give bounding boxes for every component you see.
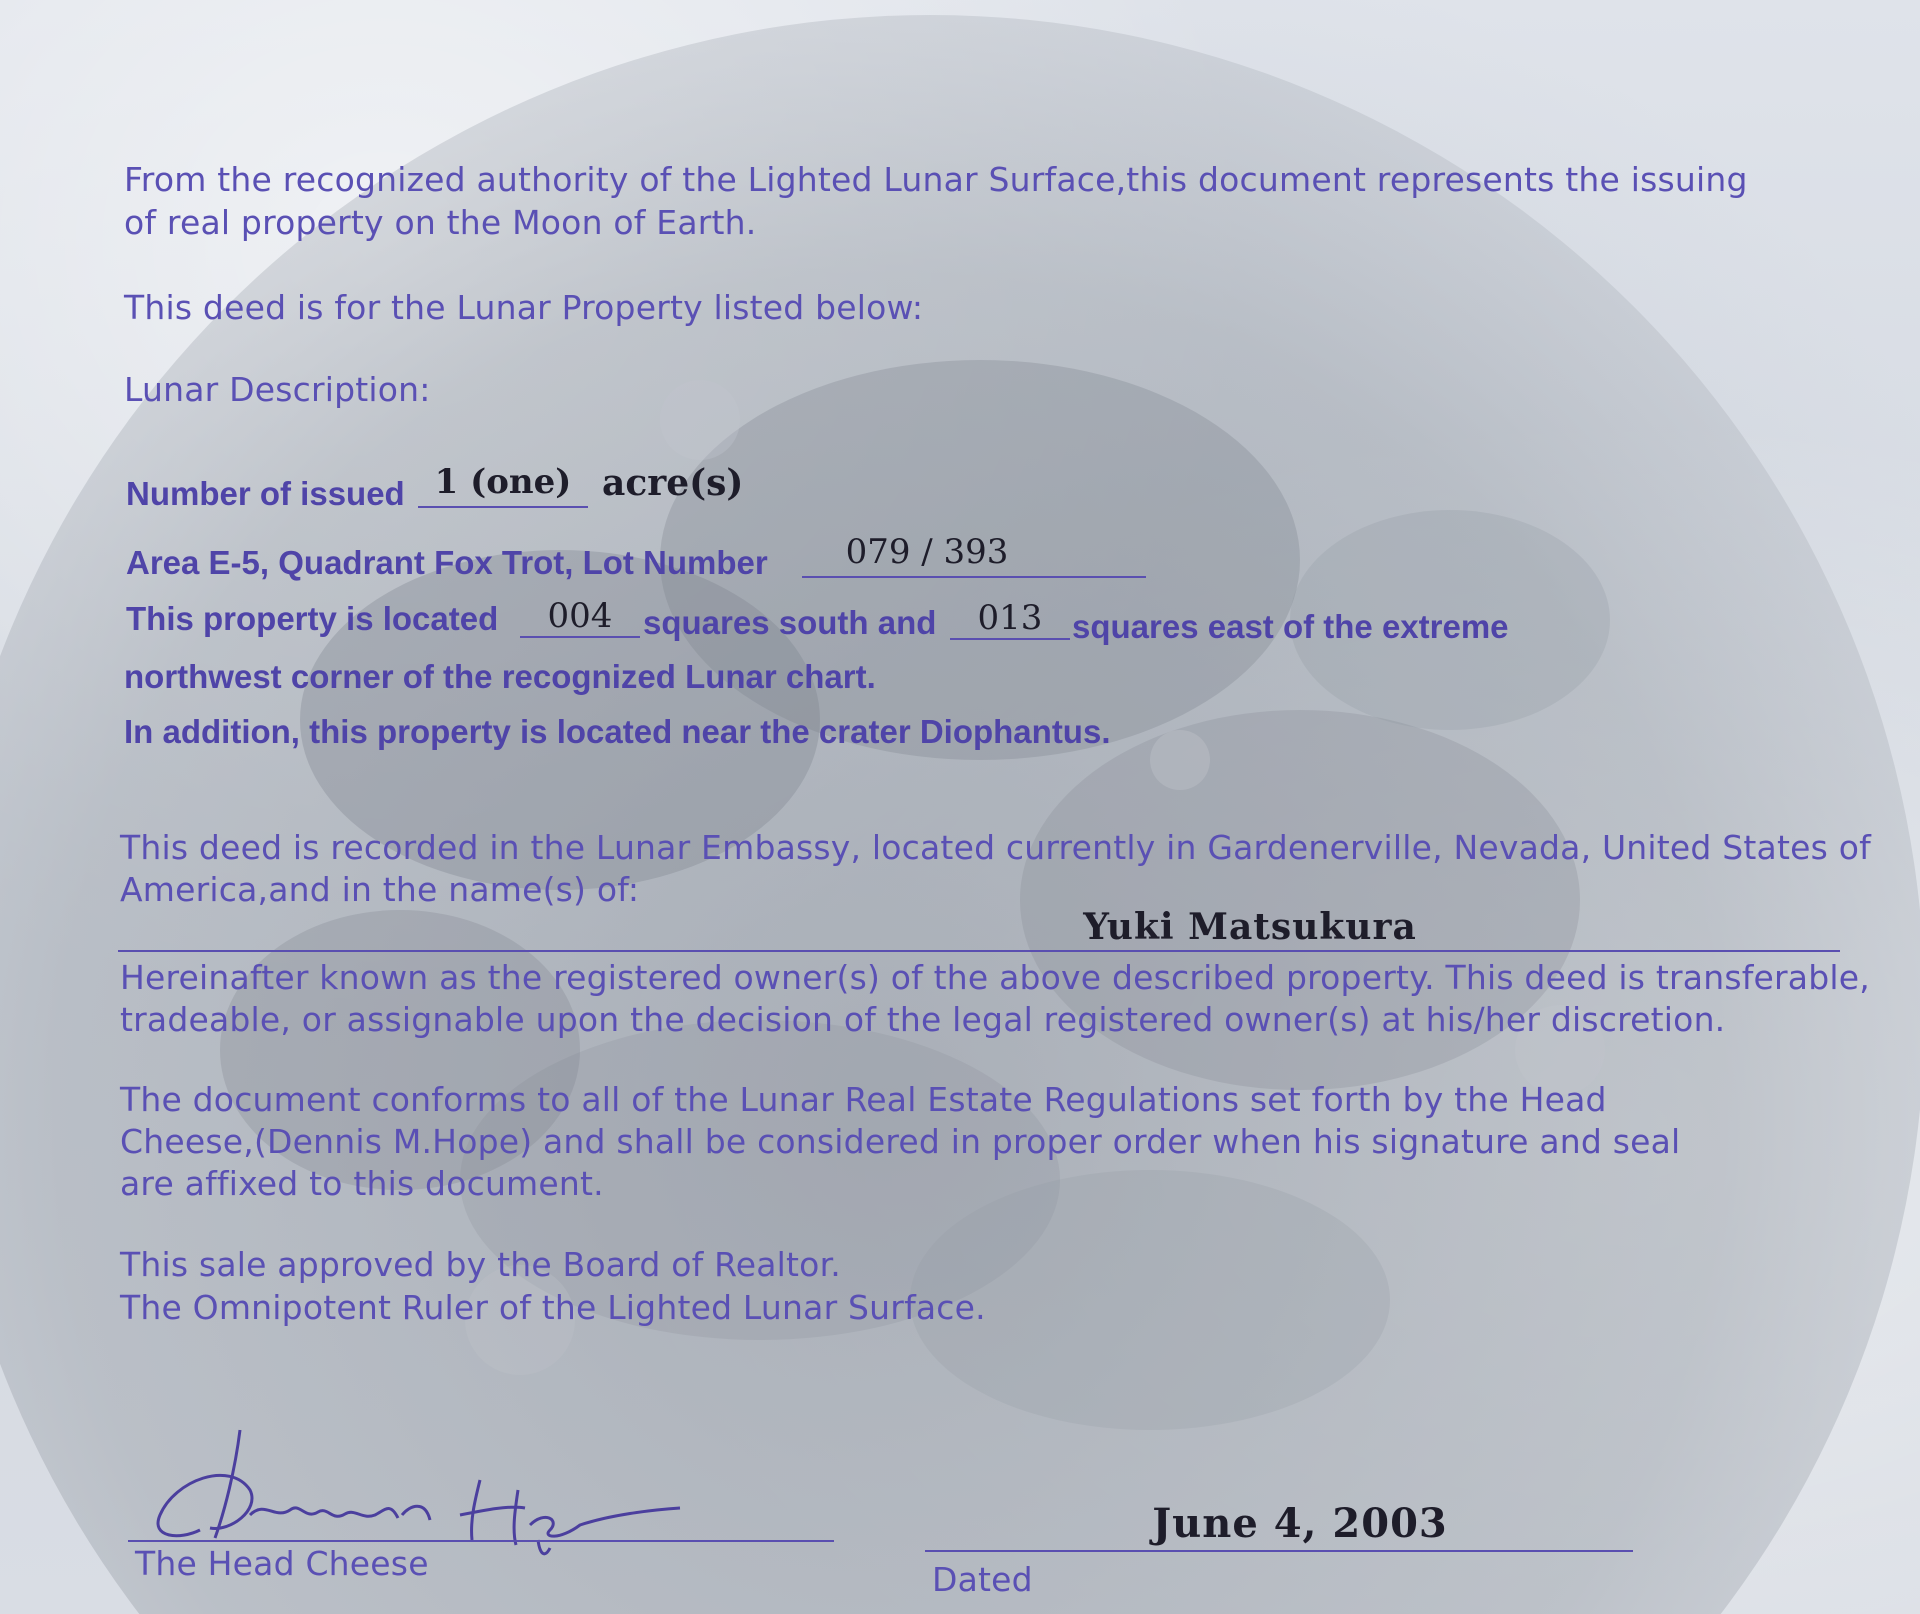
deed-for-text: This deed is for the Lunar Property listed below: (124, 288, 924, 327)
owner-underline (118, 950, 1840, 952)
east-value: 013 (977, 598, 1043, 638)
recorded-line-2: America,and in the name(s) of: (120, 870, 640, 909)
conforms-line-3: are affixed to this document. (120, 1164, 604, 1203)
lot-value: 079 / 393 (845, 532, 1009, 572)
dated-label: Dated (932, 1560, 1033, 1599)
lunar-description-label: Lunar Description: (124, 370, 431, 409)
signer-label: The Head Cheese (135, 1544, 429, 1583)
east-label: squares east of the extreme (1072, 608, 1509, 645)
date-underline (925, 1550, 1633, 1552)
signature-underline (128, 1540, 834, 1542)
east-underline (950, 638, 1070, 640)
area-label: Area E-5, Quadrant Fox Trot, Lot Number (126, 544, 768, 581)
south-underline (520, 636, 640, 638)
lot-underline (802, 576, 1146, 578)
hereinafter-line-2: tradeable, or assignable upon the decision of the legal registered owner(s) at his/her discretion. (120, 1000, 1726, 1039)
intro-line-1: From the recognized authority of the Lighted Lunar Surface,this document represents the issuing (124, 160, 1748, 199)
conforms-line-2: Cheese,(Dennis M.Hope) and shall be considered in proper order when his signature and seal (120, 1122, 1681, 1161)
owner-name: Yuki Matsukura (1083, 906, 1417, 948)
conforms-line-1: The document conforms to all of the Lunar Real Estate Regulations set forth by the Head (120, 1080, 1607, 1119)
approval-line-1: This sale approved by the Board of Realtor. (120, 1245, 842, 1284)
intro-line-2: of real property on the Moon of Earth. (124, 203, 757, 242)
located-label: This property is located (126, 600, 499, 637)
issued-label: Number of issued (126, 475, 405, 512)
issued-value: 1 (one) (434, 462, 572, 502)
acre-label: acre(s) (602, 462, 744, 504)
date-value: June 4, 2003 (1152, 1500, 1448, 1547)
south-label: squares south and (643, 604, 937, 641)
crater-text: In addition, this property is located near the crater Diophantus. (124, 713, 1111, 750)
issued-underline (418, 506, 588, 508)
approval-line-2: The Omnipotent Ruler of the Lighted Lunar Surface. (120, 1288, 986, 1327)
hereinafter-line-1: Hereinafter known as the registered owner(s) of the above described property. This deed is transferable, (120, 958, 1870, 997)
south-value: 004 (547, 596, 613, 636)
corner-text: northwest corner of the recognized Lunar chart. (124, 658, 876, 695)
signature-image (140, 1420, 700, 1560)
recorded-line-1: This deed is recorded in the Lunar Embassy, located currently in Gardenerville, Nevada, United States of (120, 828, 1871, 867)
